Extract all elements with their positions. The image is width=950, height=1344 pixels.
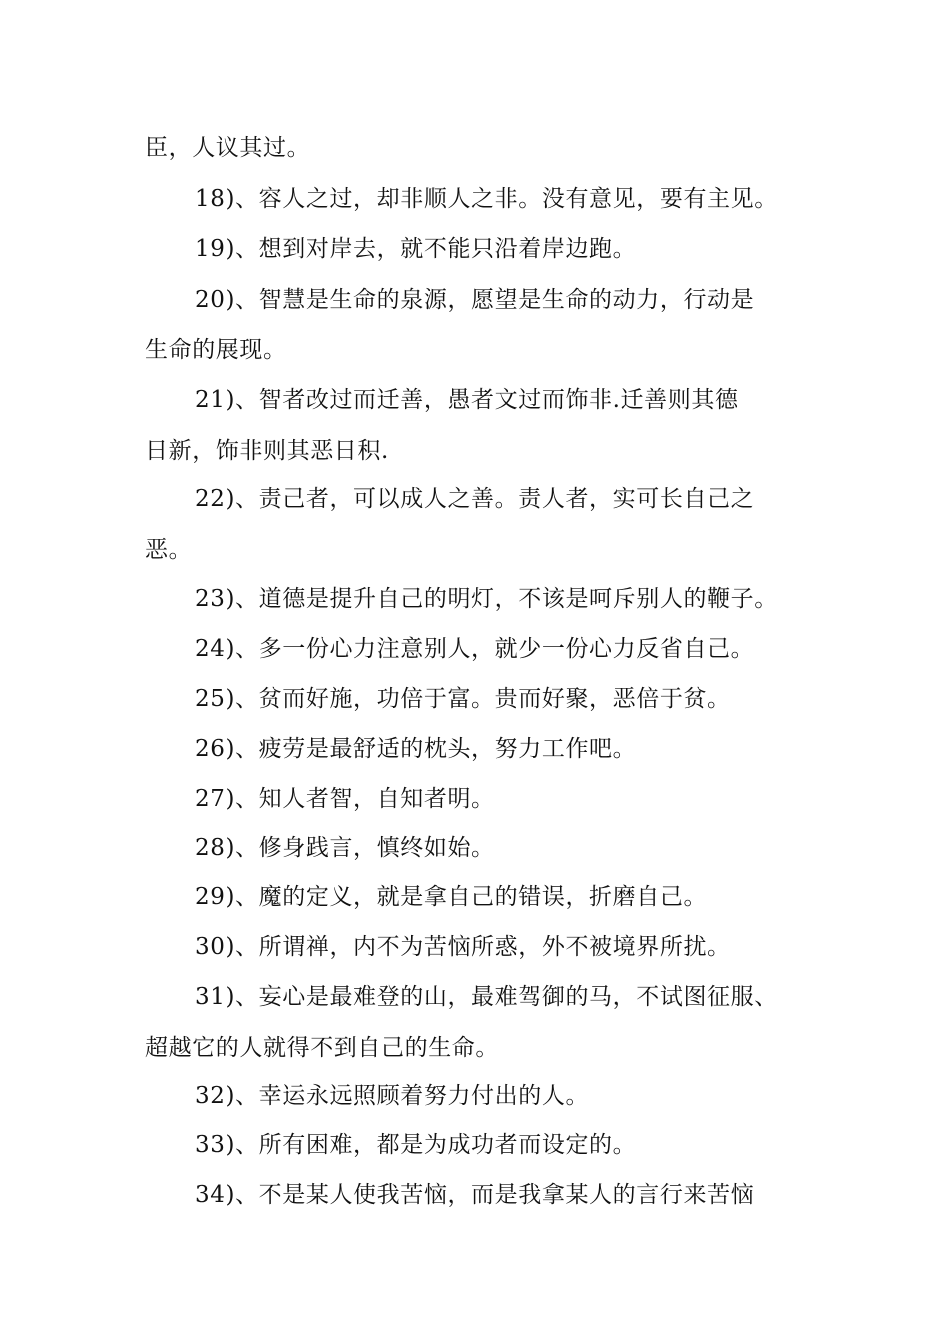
text-line: 29)、魔的定义，就是拿自己的错误，折磨自己。 xyxy=(195,884,708,910)
text-line: 31)、妄心是最难登的山，最难驾御的马，不试图征服、 xyxy=(195,984,778,1010)
text-line: 恶。 xyxy=(145,537,193,563)
text-line: 27)、知人者智，自知者明。 xyxy=(195,786,495,812)
text-line: 18)、容人之过，却非顺人之非。没有意见，要有主见。 xyxy=(195,186,778,212)
text-line: 24)、多一份心力注意别人，就少一份心力反省自己。 xyxy=(195,636,755,662)
text-line: 20)、智慧是生命的泉源，愿望是生命的动力，行动是 xyxy=(195,287,755,313)
text-line: 19)、想到对岸去，就不能只沿着岸边跑。 xyxy=(195,236,637,262)
text-line: 22)、责己者，可以成人之善。责人者，实可长自己之 xyxy=(195,486,755,512)
text-line: 21)、智者改过而迁善，愚者文过而饰非.迁善则其德 xyxy=(195,387,739,413)
text-line: 23)、道德是提升自己的明灯，不该是呵斥别人的鞭子。 xyxy=(195,586,778,612)
text-line: 28)、修身践言，慎终如始。 xyxy=(195,835,495,861)
text-line: 生命的展现。 xyxy=(145,337,287,363)
text-line: 25)、贫而好施，功倍于富。贵而好聚，恶倍于贫。 xyxy=(195,686,731,712)
text-line: 臣，人议其过。 xyxy=(145,135,311,161)
text-line: 32)、幸运永远照顾着努力付出的人。 xyxy=(195,1083,590,1109)
text-line: 日新，饰非则其恶日积. xyxy=(145,438,389,464)
text-line: 超越它的人就得不到自己的生命。 xyxy=(145,1035,499,1061)
text-line: 34)、不是某人使我苦恼，而是我拿某人的言行来苦恼 xyxy=(195,1182,755,1208)
text-line: 30)、所谓禅，内不为苦恼所惑，外不被境界所扰。 xyxy=(195,934,731,960)
text-line: 33)、所有困难，都是为成功者而设定的。 xyxy=(195,1132,637,1158)
text-line: 26)、疲劳是最舒适的枕头，努力工作吧。 xyxy=(195,736,637,762)
